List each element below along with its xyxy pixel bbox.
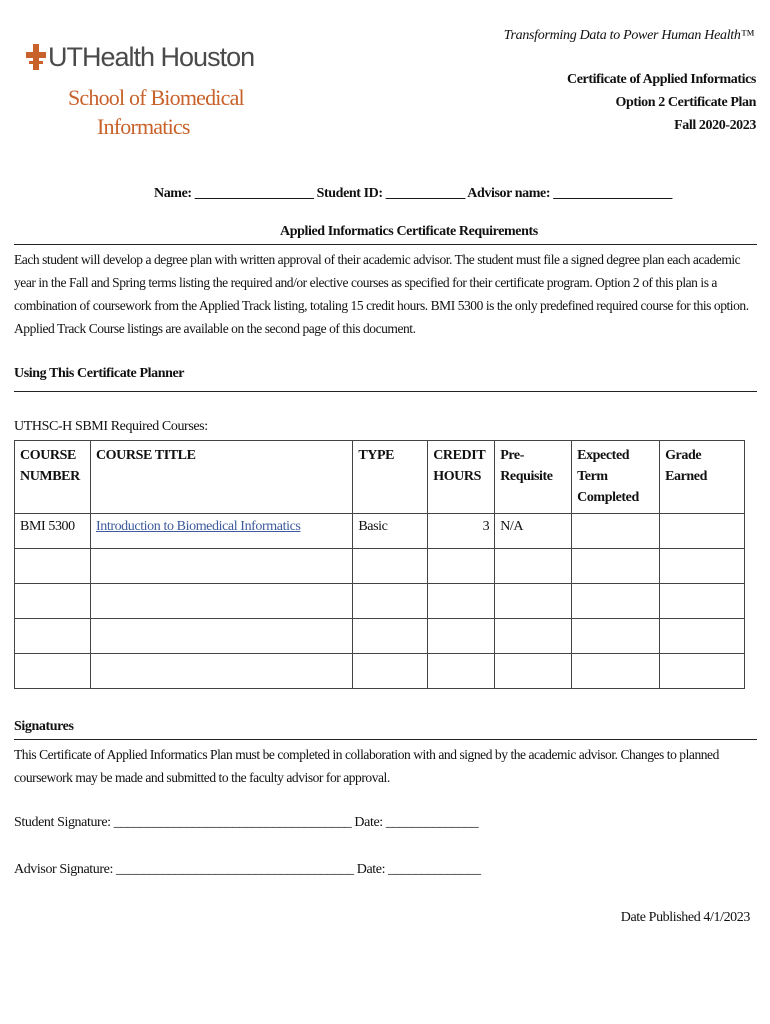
- planner-heading: Using This Certificate Planner: [14, 366, 185, 381]
- logo-school-line1: School of Biomedical: [68, 85, 244, 110]
- credit-hours-cell[interactable]: 3: [428, 514, 495, 549]
- column-header: Expected Term Completed: [572, 441, 660, 514]
- tagline: Transforming Data to Power Human Health™: [503, 28, 754, 43]
- expected-term-cell[interactable]: [572, 549, 660, 584]
- course-number-cell[interactable]: [15, 584, 91, 619]
- course-title-cell[interactable]: [90, 619, 352, 654]
- course-number-cell[interactable]: [15, 654, 91, 689]
- prerequisite-cell[interactable]: [495, 549, 572, 584]
- logo-cross-icon: [26, 44, 46, 70]
- credit-hours-cell[interactable]: [428, 549, 495, 584]
- table-row: [15, 549, 745, 584]
- course-type-cell[interactable]: Basic: [353, 514, 428, 549]
- grade-cell[interactable]: [660, 514, 745, 549]
- divider: [14, 391, 757, 392]
- course-number-cell[interactable]: [15, 549, 91, 584]
- courses-table: [14, 440, 745, 689]
- prerequisite-cell[interactable]: [495, 654, 572, 689]
- divider: [14, 739, 757, 740]
- table-row: [15, 584, 745, 619]
- grade-cell[interactable]: [660, 549, 745, 584]
- student-info-fields[interactable]: Name: __________________ Student ID: ____________ Advisor name: __________________: [154, 186, 672, 201]
- expected-term-cell[interactable]: [572, 514, 660, 549]
- requirements-title: Applied Informatics Certificate Requirements: [280, 224, 538, 239]
- course-number-cell[interactable]: [15, 619, 91, 654]
- required-courses-label: UTHSC-H SBMI Required Courses:: [14, 419, 208, 434]
- logo-main-text: UTHealth Houston: [48, 42, 255, 72]
- column-header: TYPE: [353, 441, 428, 514]
- table-header-row: [15, 441, 745, 514]
- course-type-cell[interactable]: [353, 619, 428, 654]
- certificate-plan: Option 2 Certificate Plan: [615, 95, 756, 110]
- prerequisite-cell[interactable]: [495, 584, 572, 619]
- column-header: COURSE TITLE: [90, 441, 352, 514]
- course-type-cell[interactable]: [353, 549, 428, 584]
- course-title-cell[interactable]: [90, 549, 352, 584]
- divider: [14, 244, 757, 245]
- grade-cell[interactable]: [660, 584, 745, 619]
- date-published: Date Published 4/1/2023: [620, 910, 750, 925]
- expected-term-cell[interactable]: [572, 654, 660, 689]
- signatures-body: This Certificate of Applied Informatics Plan must be completed in collaboration with and signed by the academic advisor. Changes to planned coursework may be made and submitted to the faculty advisor for approval.: [14, 747, 719, 785]
- student-signature-line[interactable]: Student Signature: ____________________________________ Date: ______________: [14, 815, 479, 830]
- certificate-title: Certificate of Applied Informatics: [567, 72, 756, 87]
- credit-hours-cell[interactable]: [428, 654, 495, 689]
- column-header: Pre-Requisite: [495, 441, 572, 514]
- column-header: Grade Earned: [660, 441, 745, 514]
- course-title-cell[interactable]: [90, 514, 352, 549]
- certificate-term: Fall 2020-2023: [674, 118, 756, 133]
- course-type-cell[interactable]: [353, 654, 428, 689]
- prerequisite-cell[interactable]: [495, 619, 572, 654]
- course-title-cell[interactable]: [90, 584, 352, 619]
- advisor-signature-line[interactable]: Advisor Signature: ____________________________________ Date: ______________: [14, 862, 481, 877]
- column-header: COURSE NUMBER: [15, 441, 91, 514]
- logo-school-line2: Informatics: [97, 114, 190, 139]
- uthealth-logo: [26, 40, 256, 150]
- course-type-cell[interactable]: [353, 584, 428, 619]
- table-row: [15, 514, 745, 549]
- course-title-cell[interactable]: [90, 654, 352, 689]
- table-row: [15, 654, 745, 689]
- expected-term-cell[interactable]: [572, 619, 660, 654]
- column-header: CREDIT HOURS: [428, 441, 495, 514]
- expected-term-cell[interactable]: [572, 584, 660, 619]
- grade-cell[interactable]: [660, 654, 745, 689]
- credit-hours-cell[interactable]: [428, 619, 495, 654]
- signatures-heading: Signatures: [14, 719, 74, 734]
- requirements-body: Each student will develop a degree plan with written approval of their academic advisor. The student must file a signed degree plan each academic year in the Fall and Spring terms listing the required and/or elective courses as specified for their certificate program. Option 2 of this plan is a combination of coursework from the Applied Track listing, totaling 15 credit hours. BMI 5300 is the only predefined required course for this option. Applied Track Course listings are available on the second page of this document.: [14, 252, 749, 336]
- table-row: [15, 619, 745, 654]
- course-number-cell[interactable]: BMI 5300: [15, 514, 91, 549]
- credit-hours-cell[interactable]: [428, 584, 495, 619]
- course-title-link[interactable]: Introduction to Biomedical Informatics: [95, 519, 301, 534]
- prerequisite-cell[interactable]: N/A: [495, 514, 572, 549]
- grade-cell[interactable]: [660, 619, 745, 654]
